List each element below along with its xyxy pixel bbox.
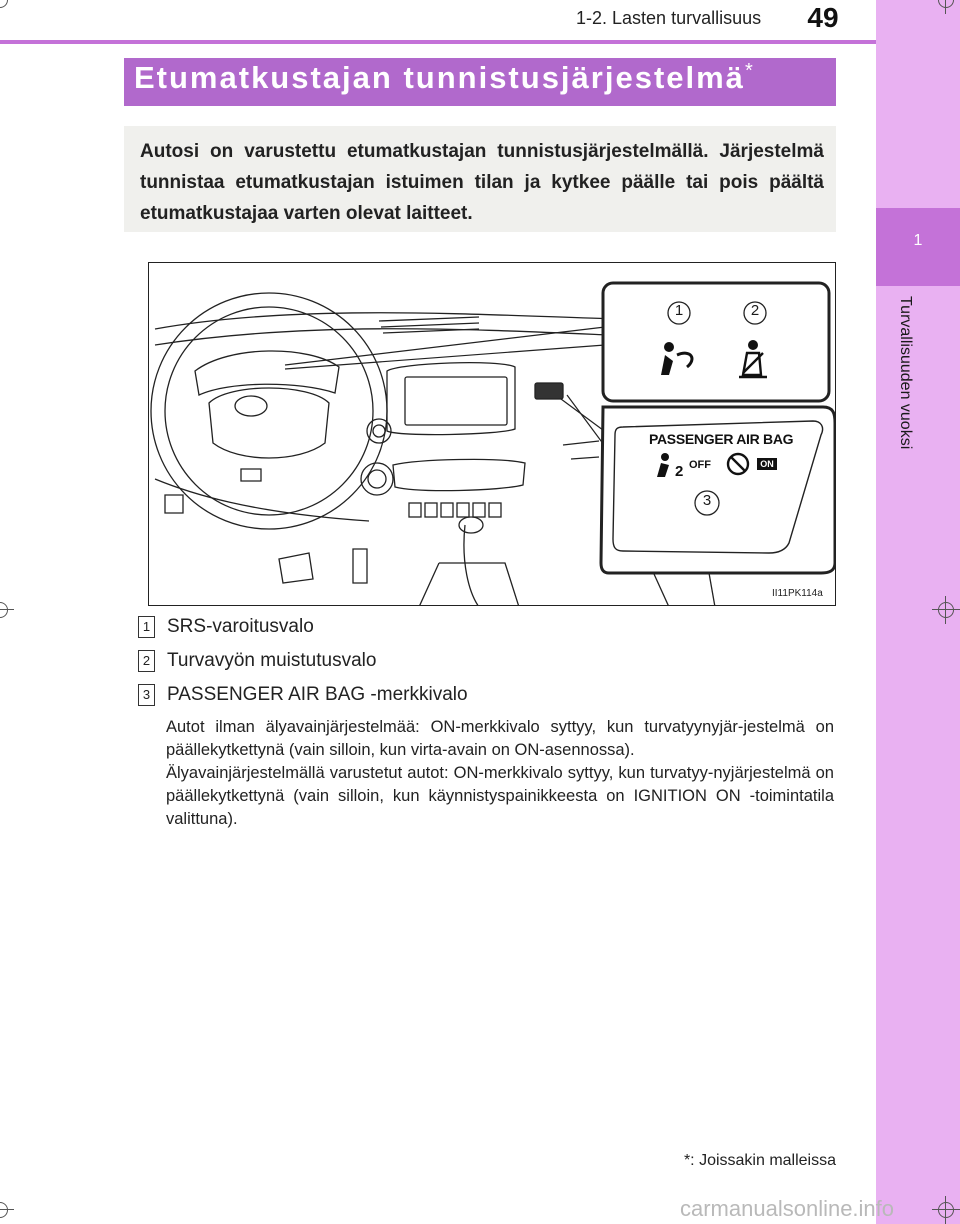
footnote-text: : Joissakin malleissa	[690, 1152, 836, 1169]
registration-mark	[932, 596, 960, 624]
registration-mark	[0, 1196, 14, 1224]
chapter-title: Turvallisuuden vuoksi	[897, 296, 914, 450]
registration-mark	[932, 1196, 960, 1224]
description-paragraph: Älyavainjärjestelmällä varustetut autot: ON-merkkivalo syttyy, kun turvatyy-nyjärjestelmä on päällekytkettynä (vain silloin, kun käynnistyspainikkeesta on IGNITION ON -toimintatila valittuna).	[166, 764, 834, 828]
description	[166, 716, 834, 831]
item-number-box: 2	[138, 650, 155, 672]
item-label: Turvavyön muistutusvalo	[167, 650, 377, 672]
registration-mark	[0, 596, 14, 624]
passenger-airbag-label: PASSENGER AIR BAG	[649, 431, 794, 447]
page-number: 49	[807, 2, 839, 33]
list-item	[138, 650, 376, 672]
registration-mark	[0, 0, 14, 14]
seat-number: 2	[675, 463, 684, 480]
page-title-text: Etumatkustajan tunnistusjärjestelmä	[134, 60, 745, 95]
title-footnote-star: *	[744, 60, 753, 82]
list-item	[138, 684, 468, 706]
chapter-number: 1	[913, 232, 923, 249]
registration-mark	[932, 0, 960, 14]
item-label: PASSENGER AIR BAG -merkkivalo	[167, 684, 468, 706]
watermark: carmanualsonline.info	[680, 1196, 895, 1221]
on-label: ON	[760, 459, 774, 469]
item-number-box: 3	[138, 684, 155, 706]
figure-code: II11PK114a	[772, 588, 823, 599]
intro-text: Autosi on varustettu etumatkustajan tunnistusjärjestelmällä. Järjestelmä tunnistaa etumatkustajan istuimen tilan ja kytkee päälle tai pois päältä etumatkustajaa varten olevat laitteet.	[140, 141, 824, 224]
callout-number-3: 3	[702, 492, 712, 509]
list-item	[138, 616, 314, 638]
description-paragraph: Autot ilman älyavainjärjestelmää: ON-merkkivalo syttyy, kun turvatyynyjär-jestelmä on päällekytkettynä (vain silloin, kun virta-avain on ON-asennossa).	[166, 718, 834, 759]
page-title	[134, 60, 753, 96]
footnote	[656, 1152, 836, 1170]
item-label: SRS-varoitusvalo	[167, 616, 314, 638]
off-label: OFF	[689, 459, 711, 471]
item-number-box: 1	[138, 616, 155, 638]
footnote-star: *	[683, 1152, 691, 1169]
header-rule	[0, 40, 876, 44]
callout-number-2: 2	[750, 302, 760, 319]
dashboard-figure	[148, 262, 836, 606]
callout-number-1: 1	[674, 302, 684, 319]
section-header: 1-2. Lasten turvallisuus	[576, 8, 762, 28]
